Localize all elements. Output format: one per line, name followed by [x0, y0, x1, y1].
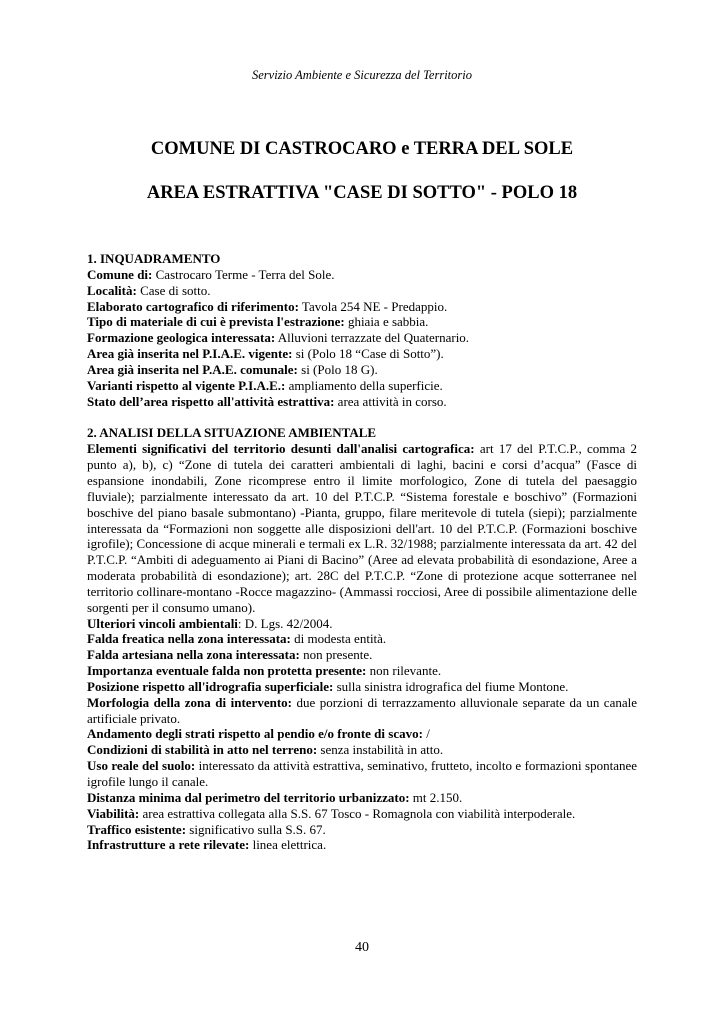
field-label: Falda artesiana nella zona interessata:	[87, 647, 300, 663]
running-header: Servizio Ambiente e Sicurezza del Territorio	[251, 68, 472, 82]
field-label: Tipo di materiale di cui è prevista l'estrazione:	[87, 314, 345, 330]
field-value: ghiaia e sabbia.	[344, 314, 429, 330]
field-label: Posizione rispetto all'idrografia superficiale:	[87, 678, 334, 694]
field-label: Distanza minima dal perimetro del territorio urbanizzato:	[87, 789, 410, 805]
field-value: senza instabilità in atto.	[317, 742, 444, 758]
field-value: interessato da attività estrattiva, seminativo, frutteto, incolto e formazioni spontanee igrofile lungo il canale.	[87, 758, 638, 789]
elementi-value: art 17 del P.T.C.P., comma 2 punto a), b), c) “Zone di tutela dei caratteri ambientali di laghi, bacini e corsi d’acqua” (Fasce di espansione inondabili, Zone ricomprese entro il limite morfologico, Zone di tutela del paesaggio fluviale); parzialmente interessato da art. 10 del P.T.C.P. “Sistema forestale e boschivo” (Formazioni boschive del piano basale submontano) -Pianta, gruppo, filare meritevole di tutela (siepi); parzialmente interessata da “Formazioni non soggette alle disposizioni dell'art. 10 del P.T.C.P. (Formazioni boschive igrofile); Concessione di acque minerali e termali ex L.R. 32/1988; parzialmente interessata da art. 42 del P.T.C.P. “Ambiti di adeguamento ai Piani di Bacino” (Aree ad elevata probabilità di esondazione, Aree a moderata probabilità di esondazione); art. 28C del P.T.C.P. “Zone di protezione acque sotterranee nel territorio collinare-montano -Rocce magazzino- (Ammassi rocciosi, Aree di possibile alimentazione delle sorgenti per il consumo umano).	[87, 441, 637, 615]
field-row	[87, 663, 637, 679]
field-label: Elaborato cartografico di riferimento:	[87, 298, 299, 314]
section-1-list	[87, 267, 637, 410]
field-row	[87, 726, 637, 742]
field-label: Andamento degli strati rispetto al pendio e/o fronte di scavo:	[87, 726, 423, 742]
field-value: area attività in corso.	[334, 393, 447, 409]
field-value: linea elettrica.	[249, 837, 327, 853]
field-value: si (Polo 18 “Case di Sotto”).	[292, 346, 444, 362]
document-body	[87, 251, 637, 853]
field-row	[87, 695, 637, 727]
field-row	[87, 742, 637, 758]
field-label: Condizioni di stabilità in atto nel terreno:	[87, 742, 318, 758]
section-spacer	[87, 409, 637, 425]
field-row	[87, 679, 637, 695]
field-row	[87, 758, 637, 790]
field-label: Località:	[87, 282, 137, 298]
field-label: Comune di:	[87, 266, 153, 282]
document-title: COMUNE DI CASTROCARO e TERRA DEL SOLE	[150, 139, 574, 159]
field-row	[87, 283, 637, 299]
section-1-heading: 1. INQUADRAMENTO	[87, 251, 221, 266]
field-row	[87, 806, 637, 822]
field-label: Falda freatica nella zona interessata:	[87, 631, 291, 647]
field-value: significativo sulla S.S. 67.	[186, 821, 326, 837]
field-row	[87, 299, 637, 315]
field-value: Alluvioni terrazzate del Quaternario.	[275, 330, 470, 346]
field-row	[87, 790, 637, 806]
field-row	[87, 330, 637, 346]
field-label: Formazione geologica interessata:	[87, 330, 276, 346]
field-value: mt 2.150.	[409, 789, 463, 805]
section-2-heading: 2. ANALISI DELLA SITUAZIONE AMBIENTALE	[87, 425, 377, 441]
field-row	[87, 314, 637, 330]
field-row	[87, 616, 637, 632]
field-label: Ulteriori vincoli ambientali	[87, 615, 238, 631]
field-label: Importanza eventuale falda non protetta presente:	[87, 663, 367, 679]
field-label: Stato dell’area rispetto all'attività estrattiva:	[87, 393, 335, 409]
field-value: Castrocaro Terme - Terra del Sole.	[152, 266, 335, 282]
field-row	[87, 822, 637, 838]
field-label: Area già inserita nel P.I.A.E. vigente:	[87, 346, 293, 362]
elementi-paragraph	[87, 441, 637, 615]
field-value: non presente.	[299, 647, 373, 663]
elementi-label: Elementi significativi del territorio desunti dall'analisi cartografica:	[87, 441, 475, 457]
field-value: sulla sinistra idrografica del fiume Montone.	[333, 678, 569, 694]
field-value: : D. Lgs. 42/2004.	[237, 615, 333, 631]
field-row	[87, 647, 637, 663]
field-value: due porzioni di terrazzamento alluvionale separate da un canale artificiale privato.	[87, 694, 637, 726]
field-row	[87, 837, 637, 853]
field-value: Tavola 254 NE - Predappio.	[298, 298, 448, 314]
field-row	[87, 378, 637, 394]
field-value: non rilevante.	[366, 663, 442, 679]
field-value: si (Polo 18 G).	[297, 361, 378, 377]
document-subtitle: AREA ESTRATTIVA "CASE DI SOTTO" - POLO 18	[146, 183, 578, 203]
field-value: area estrattiva collegata alla S.S. 67 Tosco - Romagnola con viabilità interpoderale.	[139, 805, 576, 821]
field-label: Traffico esistente:	[87, 821, 187, 837]
field-label: Viabilità:	[87, 805, 140, 821]
field-row	[87, 267, 637, 283]
field-label: Area già inserita nel P.A.E. comunale:	[87, 361, 298, 377]
section-2-list	[87, 616, 637, 854]
page-number: 40	[355, 940, 369, 955]
field-row	[87, 631, 637, 647]
field-row	[87, 394, 637, 410]
field-value: di modesta entità.	[290, 631, 387, 647]
field-label: Morfologia della zona di intervento:	[87, 694, 292, 710]
field-label: Infrastrutture a rete rilevate:	[87, 837, 250, 853]
field-value: ampliamento della superficie.	[285, 377, 443, 393]
field-value: Case di sotto.	[136, 282, 211, 298]
field-label: Uso reale del suolo:	[87, 758, 196, 774]
field-row	[87, 362, 637, 378]
field-label: Varianti rispetto al vigente P.I.A.E.:	[87, 377, 286, 393]
field-value: /	[422, 726, 430, 742]
field-row	[87, 346, 637, 362]
